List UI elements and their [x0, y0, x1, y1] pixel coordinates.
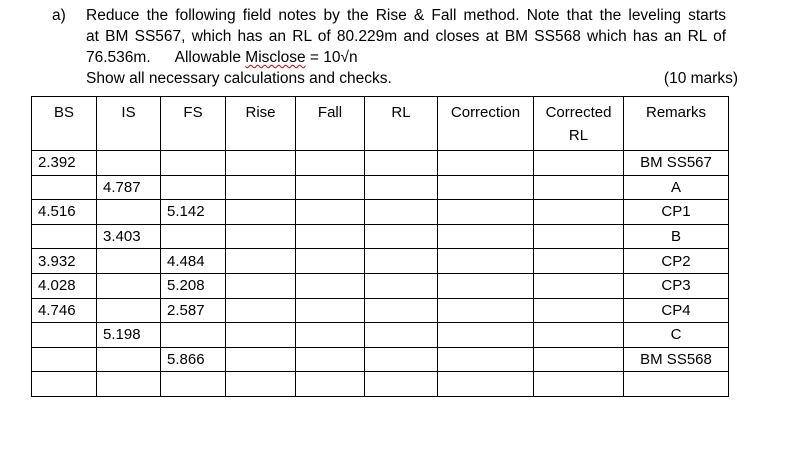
- cell-bs: [32, 175, 97, 200]
- cell-fs: [161, 175, 226, 200]
- cell-rise: [226, 200, 296, 225]
- cell-rise: [226, 273, 296, 298]
- cell-remarks: C: [624, 323, 729, 348]
- header-rise: Rise: [226, 97, 296, 151]
- cell-fs: 5.142: [161, 200, 226, 225]
- cell-rise: [226, 323, 296, 348]
- cell-bs: 4.746: [32, 298, 97, 323]
- cell-is: 3.403: [97, 224, 161, 249]
- cell-rise: [226, 224, 296, 249]
- cell-fall: [296, 372, 365, 397]
- cell-is: [97, 298, 161, 323]
- cell-fall: [296, 151, 365, 176]
- header-fall: Fall: [296, 97, 365, 151]
- cell-corrected-rl: [534, 249, 624, 274]
- cell-bs: [32, 323, 97, 348]
- cell-rl: [365, 347, 438, 372]
- cell-fs: [161, 151, 226, 176]
- cell-corrected-rl: [534, 175, 624, 200]
- misclose-word: Misclose: [245, 49, 306, 66]
- cell-rise: [226, 175, 296, 200]
- allowable-formula: = 10√n: [305, 49, 358, 66]
- question-label: a): [52, 7, 66, 24]
- cell-rl: [365, 249, 438, 274]
- cell-remarks: BM SS568: [624, 347, 729, 372]
- cell-bs: 3.932: [32, 249, 97, 274]
- header-corrected-rl: Corrected RL: [534, 97, 624, 151]
- cell-corrected-rl: [534, 323, 624, 348]
- cell-bs: 4.516: [32, 200, 97, 225]
- cell-is: [97, 347, 161, 372]
- cell-fall: [296, 200, 365, 225]
- header-row: [32, 97, 729, 151]
- question-line-4: [86, 68, 742, 89]
- question-line-2: at BM SS567, which has an RL of 80.229m and closes at BM SS568 which has an RL of: [86, 28, 726, 45]
- cell-rise: [226, 151, 296, 176]
- cell-fs: 5.208: [161, 273, 226, 298]
- table-row: [32, 323, 729, 348]
- cell-is: [97, 273, 161, 298]
- table-row: [32, 249, 729, 274]
- question-line-3: [86, 47, 742, 68]
- cell-rl: [365, 298, 438, 323]
- cell-fs: [161, 224, 226, 249]
- allowable-text: Allowable: [174, 49, 246, 66]
- instruction-text: Show all necessary calculations and checks.: [86, 70, 392, 87]
- cell-remarks: CP2: [624, 249, 729, 274]
- cell-rl: [365, 273, 438, 298]
- cell-fs: 4.484: [161, 249, 226, 274]
- marks-text: (10 marks): [663, 70, 738, 87]
- cell-fall: [296, 224, 365, 249]
- cell-fall: [296, 323, 365, 348]
- header-correction: Correction: [438, 97, 534, 151]
- cell-is: [97, 151, 161, 176]
- cell-correction: [438, 372, 534, 397]
- cell-rl: [365, 151, 438, 176]
- header-fs: FS: [161, 97, 226, 151]
- cell-correction: [438, 298, 534, 323]
- cell-is: [97, 249, 161, 274]
- cell-is: [97, 372, 161, 397]
- cell-rl: [365, 323, 438, 348]
- cell-fall: [296, 347, 365, 372]
- cell-rise: [226, 347, 296, 372]
- cell-fall: [296, 273, 365, 298]
- cell-fs: 2.587: [161, 298, 226, 323]
- cell-fs: [161, 372, 226, 397]
- cell-remarks: CP4: [624, 298, 729, 323]
- cell-is: [97, 200, 161, 225]
- table-row: [32, 347, 729, 372]
- table-row: [32, 273, 729, 298]
- cell-fall: [296, 298, 365, 323]
- cell-correction: [438, 347, 534, 372]
- header-rl: RL: [365, 97, 438, 151]
- cell-rl: [365, 175, 438, 200]
- question-line-1: Reduce the following field notes by the Rise & Fall method. Note that the leveling starts: [86, 7, 726, 24]
- table-row: [32, 175, 729, 200]
- cell-rl: [365, 372, 438, 397]
- cell-correction: [438, 224, 534, 249]
- cell-is: 4.787: [97, 175, 161, 200]
- cell-corrected-rl: [534, 200, 624, 225]
- cell-bs: [32, 224, 97, 249]
- header-remarks: Remarks: [624, 97, 729, 151]
- cell-correction: [438, 273, 534, 298]
- table-row: [32, 224, 729, 249]
- cell-corrected-rl: [534, 298, 624, 323]
- table-row: [32, 151, 729, 176]
- cell-remarks: B: [624, 224, 729, 249]
- table-row: [32, 200, 729, 225]
- cell-rl: [365, 200, 438, 225]
- cell-remarks: CP1: [624, 200, 729, 225]
- cell-rl: [365, 224, 438, 249]
- cell-correction: [438, 200, 534, 225]
- cell-bs: 2.392: [32, 151, 97, 176]
- cell-rise: [226, 372, 296, 397]
- cell-corrected-rl: [534, 372, 624, 397]
- field-notes-table: [31, 96, 729, 397]
- cell-fall: [296, 175, 365, 200]
- cell-rise: [226, 249, 296, 274]
- closing-rl-text: 76.536m.: [86, 49, 151, 66]
- cell-remarks: CP3: [624, 273, 729, 298]
- cell-fs: [161, 323, 226, 348]
- cell-corrected-rl: [534, 273, 624, 298]
- cell-corrected-rl: [534, 224, 624, 249]
- cell-rise: [226, 298, 296, 323]
- cell-fs: 5.866: [161, 347, 226, 372]
- table-row: [32, 372, 729, 397]
- cell-corrected-rl: [534, 347, 624, 372]
- header-is: IS: [97, 97, 161, 151]
- cell-remarks: [624, 372, 729, 397]
- cell-corrected-rl: [534, 151, 624, 176]
- cell-bs: [32, 347, 97, 372]
- cell-is: 5.198: [97, 323, 161, 348]
- cell-remarks: BM SS567: [624, 151, 729, 176]
- header-bs: BS: [32, 97, 97, 151]
- cell-correction: [438, 175, 534, 200]
- question-body: [86, 5, 742, 89]
- table-row: [32, 298, 729, 323]
- cell-fall: [296, 249, 365, 274]
- cell-bs: 4.028: [32, 273, 97, 298]
- cell-correction: [438, 249, 534, 274]
- cell-remarks: A: [624, 175, 729, 200]
- cell-correction: [438, 323, 534, 348]
- cell-bs: [32, 372, 97, 397]
- cell-correction: [438, 151, 534, 176]
